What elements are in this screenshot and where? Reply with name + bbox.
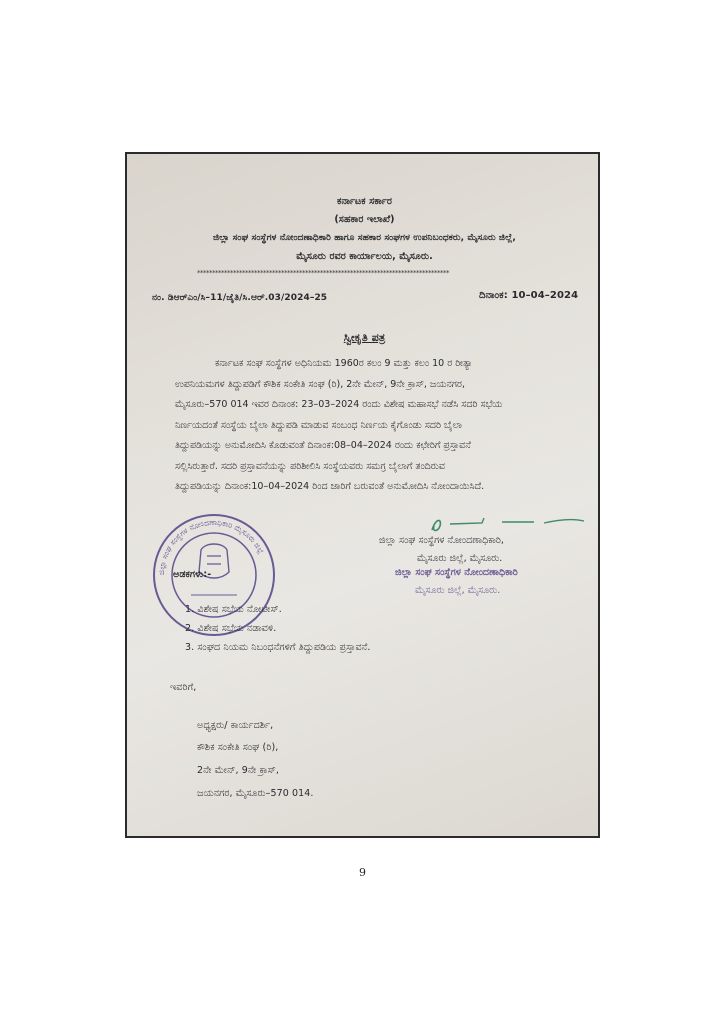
- enclosures-label: ಅಡಕಗಳು:-: [173, 569, 212, 580]
- body-line: ಮೈಸೂರು–570 014 ಇವರ ದಿನಾಂಕ: 23–03–2024 ರಂದು ವಿಶೇಷ ಮಹಾಸಭೆ ನಡೆಸಿ ಸದರಿ ಸಭೆಯ: [175, 399, 503, 410]
- address-line: ಜಯನಗರ, ಮೈಸೂರು–570 014.: [197, 788, 314, 799]
- seal-line2: ಮೈಸೂರು ಜಿಲ್ಲೆ, ಮೈಸೂರು.: [415, 585, 501, 596]
- letter-photo: [125, 152, 600, 838]
- address-line: ಕೌಶಿಕ ಸಂಕೇತಿ ಸಂಘ (ರಿ),: [197, 742, 279, 753]
- page-number: 9: [359, 866, 366, 879]
- header-office-line1: ಜಿಲ್ಲಾ ಸಂಘ ಸಂಸ್ಥೆಗಳ ನೋಂದಣಾಧಿಕಾರಿ ಹಾಗೂ ಸಹಕಾರ ಸಂಘಗಳ ಉಪನಿಬಂಧಕರು, ಮೈಸೂರು ಜಿಲ್ಲೆ,: [213, 233, 516, 243]
- address-line: 2ನೇ ಮೇನ್, 9ನೇ ಕ್ರಾಸ್,: [197, 765, 279, 776]
- signatory-line2: ಮೈಸೂರು ಜಿಲ್ಲೆ, ಮೈಸೂರು.: [417, 553, 503, 564]
- header-office-line2: ಮೈಸೂರು ರವರ ಕಾರ್ಯಾಲಯ, ಮೈಸೂರು.: [296, 251, 433, 262]
- seal-line1: ಜಿಲ್ಲಾ ಸಂಘ ಸಂಸ್ಥೆಗಳ ನೋಂದಣಾಧಿಕಾರಿ: [395, 567, 518, 578]
- body-line: ತಿದ್ದುಪಡಿಯನ್ನು ದಿನಾಂಕ:10–04–2024 ರಿಂದ ಜಾರಿಗೆ ಬರುವಂತೆ ಅನುಮೋದಿಸಿ ನೋಂದಾಯಿಸಿದೆ.: [175, 481, 485, 492]
- subject-heading: ಸ್ವೀಕೃತಿ ಪತ್ರ: [343, 331, 386, 344]
- enclosure-item: 3. ಸಂಘದ ನಿಯಮ ನಿಬಂಧನೆಗಳಿಗೆ ತಿದ್ದುಪಡಿಯ ಪ್ರಸ್ತಾವನೆ.: [185, 642, 371, 653]
- signatory-line1: ಜಿಲ್ಲಾ ಸಂಘ ಸಂಸ್ಥೆಗಳ ನೋಂದಣಾಧಿಕಾರಿ,: [379, 535, 504, 546]
- stamp-text: ಜಿಲ್ಲಾ ಸಂಘ ಸಂಸ್ಥೆಗಳ ನೋಂದಣಾಧಿಕಾರಿ ಮೈಸೂರು ಜಿಲ್ಲೆ: [156, 517, 266, 576]
- body-line: ತಿದ್ದುಪಡಿಯನ್ನು ಅನುಮೋದಿಸಿ ಕೊಡುವಂತೆ ದಿನಾಂಕ:08–04–2024 ರಂದು ಕಛೇರಿಗೆ ಪ್ರಸ್ತಾವನೆ: [175, 440, 471, 451]
- body-line: ಸಲ್ಲಿಸಿರುತ್ತಾರೆ. ಸದರಿ ಪ್ರಸ್ತಾವನೆಯನ್ನು ಪರಿಶೀಲಿಸಿ ಸಂಸ್ಥೆಯವರು ಸಮಗ್ರ ಬೈಲಾಗೆ ತಂದಿರುವ: [175, 460, 445, 472]
- reference-number: ನಂ. ಡಿಆರ್‌ಎಂ/ಸಿ–11/ಜೈತಿ/ಸಿ.ಆರ್.03/2024–25: [152, 293, 328, 303]
- official-round-stamp: [149, 510, 279, 640]
- letter-date: ದಿನಾಂಕ: 10–04–2024: [479, 290, 579, 301]
- body-line: ಕರ್ನಾಟಕ ಸಂಘ ಸಂಸ್ಥೆಗಳ ಅಧಿನಿಯಮ 1960ರ ಕಲಂ 9 ಮತ್ತು ಕಲಂ 10 ರ ರೀತ್ಯಾ: [215, 358, 473, 369]
- address-line: ಅಧ್ಯಕ್ಷರು/ ಕಾರ್ಯದರ್ಶಿ,: [197, 720, 274, 731]
- enclosure-item: 1. ವಿಶೇಷ ಸಭೆಯ ನೋಟೀಸ್.: [185, 604, 282, 615]
- header-department: (ಸಹಕಾರ ಇಲಾಖೆ): [334, 214, 395, 225]
- to-label: ಇವರಿಗೆ,: [170, 682, 197, 693]
- header-government: ಕರ್ನಾಟಕ ಸರ್ಕಾರ: [336, 196, 393, 207]
- enclosure-item: 2. ವಿಶೇಷ ಸಭೆಯ ನಡಾವಳಿ.: [185, 623, 277, 634]
- body-paragraph: [175, 354, 580, 498]
- header-separator: ************************************************************************************: [197, 269, 449, 277]
- body-line: ನಿರ್ಣಯದಂತೆ ಸಂಸ್ಥೆಯ ಬೈಲಾ ತಿದ್ದುಪಡಿ ಮಾಡುವ ಸಂಬಂಧ ನಿರ್ಣಯ ಕೈಗೊಂಡು ಸದರಿ ಬೈಲಾ: [175, 419, 462, 431]
- body-line: ಉಪನಿಯಮಗಳ ತಿದ್ದುಪಡಿಗೆ ಕೌಶಿಕ ಸಂಕೇತಿ ಸಂಘ (ರಿ), 2ನೇ ಮೇನ್, 9ನೇ ಕ್ರಾಸ್, ಜಯನಗರ,: [175, 378, 465, 390]
